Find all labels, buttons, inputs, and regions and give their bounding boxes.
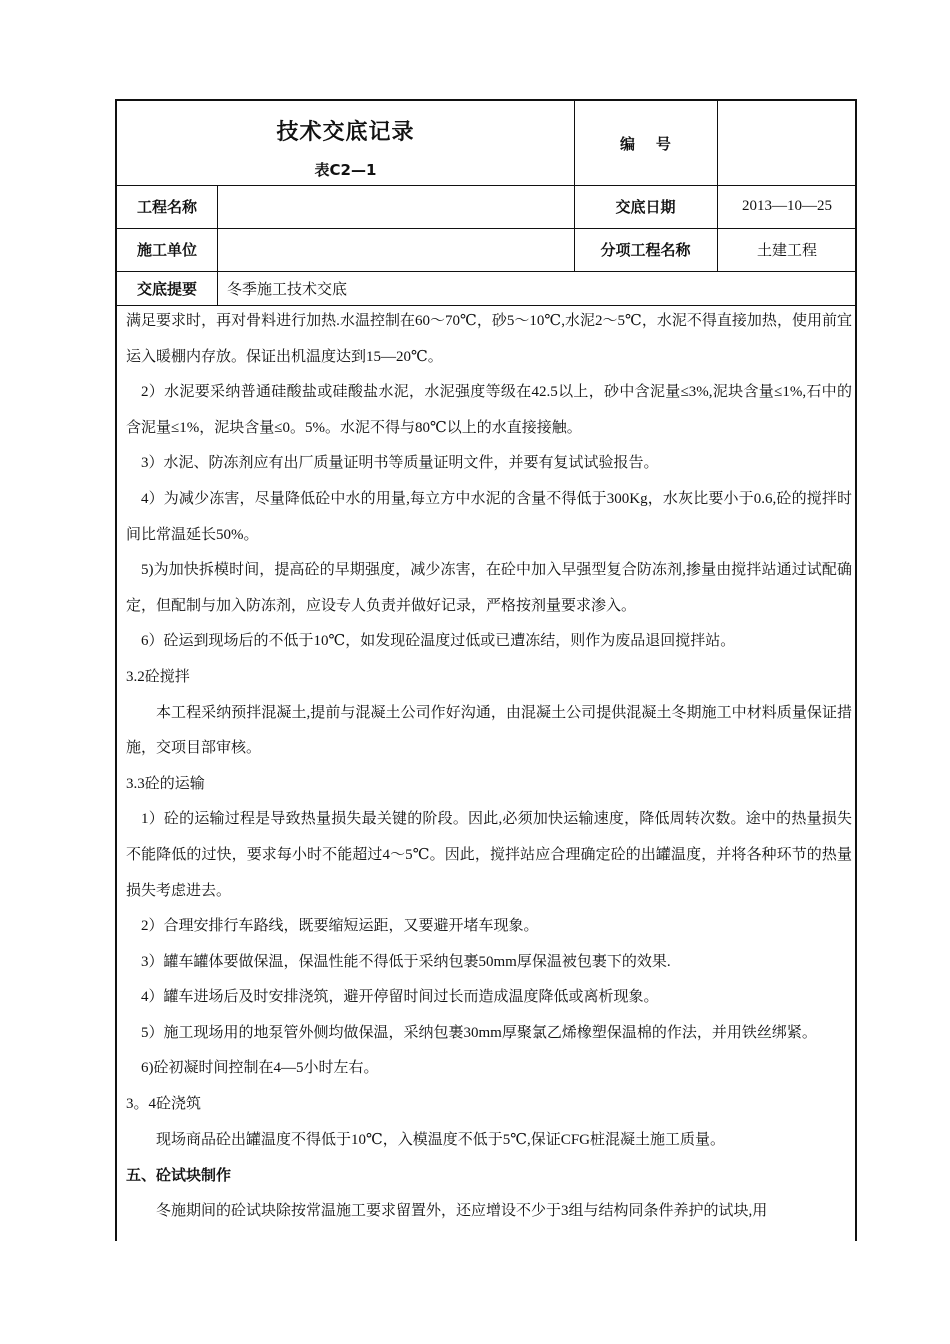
section-heading: 3.2砼搅拌	[126, 668, 190, 685]
project-name-value	[217, 185, 574, 228]
paragraph: 5)为加快拆模时间，提高砼的早期强度，减少冻害，在砼中加入早强型复合防冻剂,掺量由搅拌站通过试配确定，但配制与加入防冻剂，应设专人负责并做好记录，严格按剂量要求渗入。	[126, 562, 852, 614]
paragraph: 现场商品砼出罐温度不得低于10℃，入模温度不低于5℃,保证CFG桩混凝土施工质量。	[156, 1131, 725, 1148]
paragraph: 满足要求时，再对骨料进行加热.水温控制在60～70℃，砂5～10℃,水泥2～5℃，水泥不得直接加热，使用前宜运入暖棚内存放。保证出机温度达到15—20℃。	[126, 313, 852, 365]
paragraph: 6)砼初凝时间控制在4—5小时左右。	[141, 1060, 379, 1077]
paragraph: 4）为减少冻害，尽量降低砼中水的用量,每立方中水泥的含量不得低于300Kg，水灰比要小于0.6,砼的搅拌时间比常温延长50%。	[126, 490, 852, 543]
paragraph: 4）罐车进场后及时安排浇筑，避开停留时间过长而造成温度降低或离析现象。	[141, 989, 659, 1006]
form-title: 技术交底记录	[276, 120, 415, 145]
section-heading: 五、砼试块制作	[126, 1166, 232, 1185]
paragraph: 3）水泥、防冻剂应有出厂质量证明书等质量证明文件，并要有复试试验报告。	[141, 455, 659, 472]
paragraph: 冬施期间的砼试块除按常温施工要求留置外，还应增设不少于3组与结构同条件养护的试块,用	[156, 1202, 768, 1219]
contractor-value	[217, 228, 574, 271]
paragraph: 本工程采纳预拌混凝土,提前与混凝土公司作好沟通，由混凝土公司提供混凝土冬期施工中材料质量保证措施，交项目部审核。	[126, 704, 852, 757]
project-name-label: 工程名称	[136, 198, 197, 216]
number-value	[717, 101, 857, 185]
paragraph: 2）合理安排行车路线，既要缩短运距，又要避开堵车现象。	[141, 918, 539, 935]
section-heading: 3.3砼的运输	[126, 775, 205, 792]
paragraph: 3）罐车罐体要做保温，保温性能不得低于采纳包裹50mm厚保温被包裹下的效果.	[141, 953, 671, 970]
paragraph: 5）施工现场用的地泵管外侧均做保温，采纳包裹30mm厚聚氯乙烯橡塑保温棉的作法，并用铁丝绑紧。	[141, 1024, 817, 1041]
paragraph: 1）砼的运输过程是导致热量损失最关键的阶段。因此,必须加快运输速度，降低周转次数。途中的热量损失不能降低的过快，要求每小时不能超过4～5℃。因此，搅拌站应合理确定砼的出罐温度，并将各种环节的热量损失考虑进去。	[126, 811, 852, 899]
briefing-date-label: 交底日期	[615, 198, 676, 216]
briefing-date-value: 2013—10—25	[742, 198, 832, 214]
form-code: 表C2—1	[314, 161, 377, 179]
subproject-value: 土建工程	[756, 243, 817, 259]
summary-label: 交底提要	[136, 279, 197, 298]
paragraph: 2）水泥要采纳普通硅酸盐或硅酸盐水泥，水泥强度等级在42.5以上，砂中含泥量≤3%,泥块含量≤1%,石中的含泥量≤1%，泥块含量≤0。5%。水泥不得与80℃以上的水直接接触。	[126, 384, 852, 436]
summary-value: 冬季施工技术交底	[227, 281, 348, 298]
subproject-label: 分项工程名称	[600, 241, 691, 259]
briefing-content	[126, 304, 852, 1229]
number-label: 编 号	[620, 134, 671, 153]
contractor-label: 施工单位	[136, 241, 197, 259]
technical-briefing-form	[115, 99, 857, 1241]
paragraph: 6）砼运到现场后的不低于10℃，如发现砼温度过低或已遭冻结，则作为废品退回搅拌站。	[141, 633, 736, 650]
section-heading: 3。4砼浇筑	[126, 1096, 202, 1113]
